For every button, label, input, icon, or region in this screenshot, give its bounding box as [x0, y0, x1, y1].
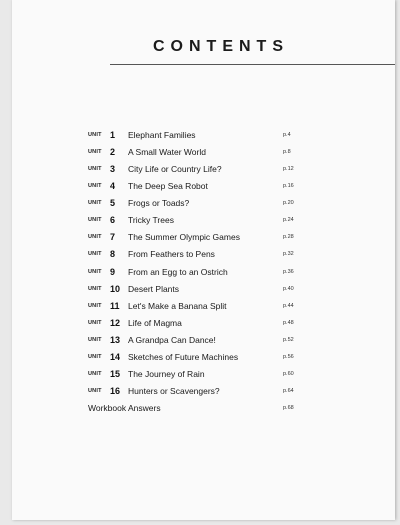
- unit-title: Tricky Trees: [128, 215, 174, 226]
- unit-number: 15: [110, 369, 121, 380]
- page-reference: p.52: [283, 337, 294, 344]
- unit-title: The Deep Sea Robot: [128, 180, 208, 191]
- unit-number: 7: [110, 232, 116, 243]
- toc-row-unit-3[interactable]: [88, 160, 348, 177]
- toc-row-unit-14[interactable]: [88, 349, 348, 366]
- toc-row-unit-7[interactable]: [88, 229, 348, 246]
- unit-label: UNIT: [88, 234, 102, 241]
- page-reference: p.64: [283, 388, 294, 395]
- unit-label: UNIT: [88, 337, 102, 344]
- page-reference: p.8: [283, 148, 291, 155]
- toc-row-unit-5[interactable]: [88, 195, 348, 212]
- unit-label: UNIT: [88, 354, 102, 361]
- table-of-contents: [88, 126, 348, 400]
- unit-number: 10: [110, 283, 121, 294]
- toc-row-unit-1[interactable]: [88, 126, 348, 143]
- toc-row-unit-12[interactable]: [88, 314, 348, 331]
- unit-label: UNIT: [88, 251, 102, 258]
- unit-title: From an Egg to an Ostrich: [128, 266, 228, 277]
- toc-row-unit-15[interactable]: [88, 366, 348, 383]
- unit-label: UNIT: [88, 165, 102, 172]
- toc-row-unit-13[interactable]: [88, 332, 348, 349]
- page-reference: p.24: [283, 217, 294, 224]
- unit-title: A Grandpa Can Dance!: [128, 335, 216, 346]
- unit-title: Elephant Families: [128, 129, 196, 140]
- toc-row-unit-11[interactable]: [88, 297, 348, 314]
- toc-row-unit-10[interactable]: [88, 280, 348, 297]
- unit-title: Desert Plants: [128, 283, 180, 294]
- unit-label: UNIT: [88, 148, 102, 155]
- unit-number: 14: [110, 352, 121, 363]
- page-reference: p.20: [283, 200, 294, 207]
- toc-row-unit-4[interactable]: [88, 177, 348, 194]
- heading-rule: [110, 64, 395, 65]
- page-reference: p.68: [283, 405, 294, 411]
- workbook-answers-title: Workbook Answers: [88, 403, 161, 413]
- toc-row-unit-16[interactable]: [88, 383, 348, 400]
- toc-row-unit-9[interactable]: [88, 263, 348, 280]
- unit-number: 5: [110, 198, 116, 209]
- toc-row-workbook-answers[interactable]: [88, 401, 348, 415]
- unit-label: UNIT: [88, 319, 102, 326]
- unit-number: 9: [110, 266, 116, 277]
- unit-title: Let's Make a Banana Split: [128, 300, 227, 311]
- unit-number: 2: [110, 146, 116, 157]
- unit-title: A Small Water World: [128, 146, 206, 157]
- page-reference: p.4: [283, 131, 291, 138]
- unit-title: Sketches of Future Machines: [128, 352, 239, 363]
- unit-title: City Life or Country Life?: [128, 163, 222, 174]
- unit-label: UNIT: [88, 388, 102, 395]
- unit-title: The Journey of Rain: [128, 369, 205, 380]
- toc-row-unit-8[interactable]: [88, 246, 348, 263]
- page-reference: p.28: [283, 234, 294, 241]
- unit-label: UNIT: [88, 268, 102, 275]
- unit-label: UNIT: [88, 131, 102, 138]
- unit-label: UNIT: [88, 285, 102, 292]
- unit-number: 3: [110, 163, 116, 174]
- toc-row-unit-6[interactable]: [88, 212, 348, 229]
- unit-title: From Feathers to Pens: [128, 249, 215, 260]
- page-title: CONTENTS: [153, 38, 289, 55]
- unit-number: 6: [110, 215, 116, 226]
- page-reference: p.32: [283, 251, 294, 258]
- unit-number: 4: [110, 180, 116, 191]
- unit-number: 8: [110, 249, 116, 260]
- page-reference: p.40: [283, 285, 294, 292]
- unit-label: UNIT: [88, 217, 102, 224]
- unit-label: UNIT: [88, 182, 102, 189]
- page-reference: p.60: [283, 371, 294, 378]
- page-reference: p.12: [283, 165, 294, 172]
- unit-title: Frogs or Toads?: [128, 198, 190, 209]
- unit-title: The Summer Olympic Games: [128, 232, 240, 243]
- page-reference: p.44: [283, 302, 294, 309]
- unit-title: Hunters or Scavengers?: [128, 386, 220, 397]
- unit-label: UNIT: [88, 371, 102, 378]
- page-reference: p.16: [283, 182, 294, 189]
- unit-number: 1: [110, 129, 116, 140]
- unit-label: UNIT: [88, 302, 102, 309]
- unit-number: 13: [110, 335, 121, 346]
- page-reference: p.56: [283, 354, 294, 361]
- page-reference: p.36: [283, 268, 294, 275]
- unit-number: 11: [110, 300, 120, 311]
- unit-number: 12: [110, 317, 121, 328]
- page-reference: p.48: [283, 319, 294, 326]
- toc-row-unit-2[interactable]: [88, 143, 348, 160]
- unit-title: Life of Magma: [128, 317, 182, 328]
- unit-label: UNIT: [88, 200, 102, 207]
- unit-number: 16: [110, 386, 121, 397]
